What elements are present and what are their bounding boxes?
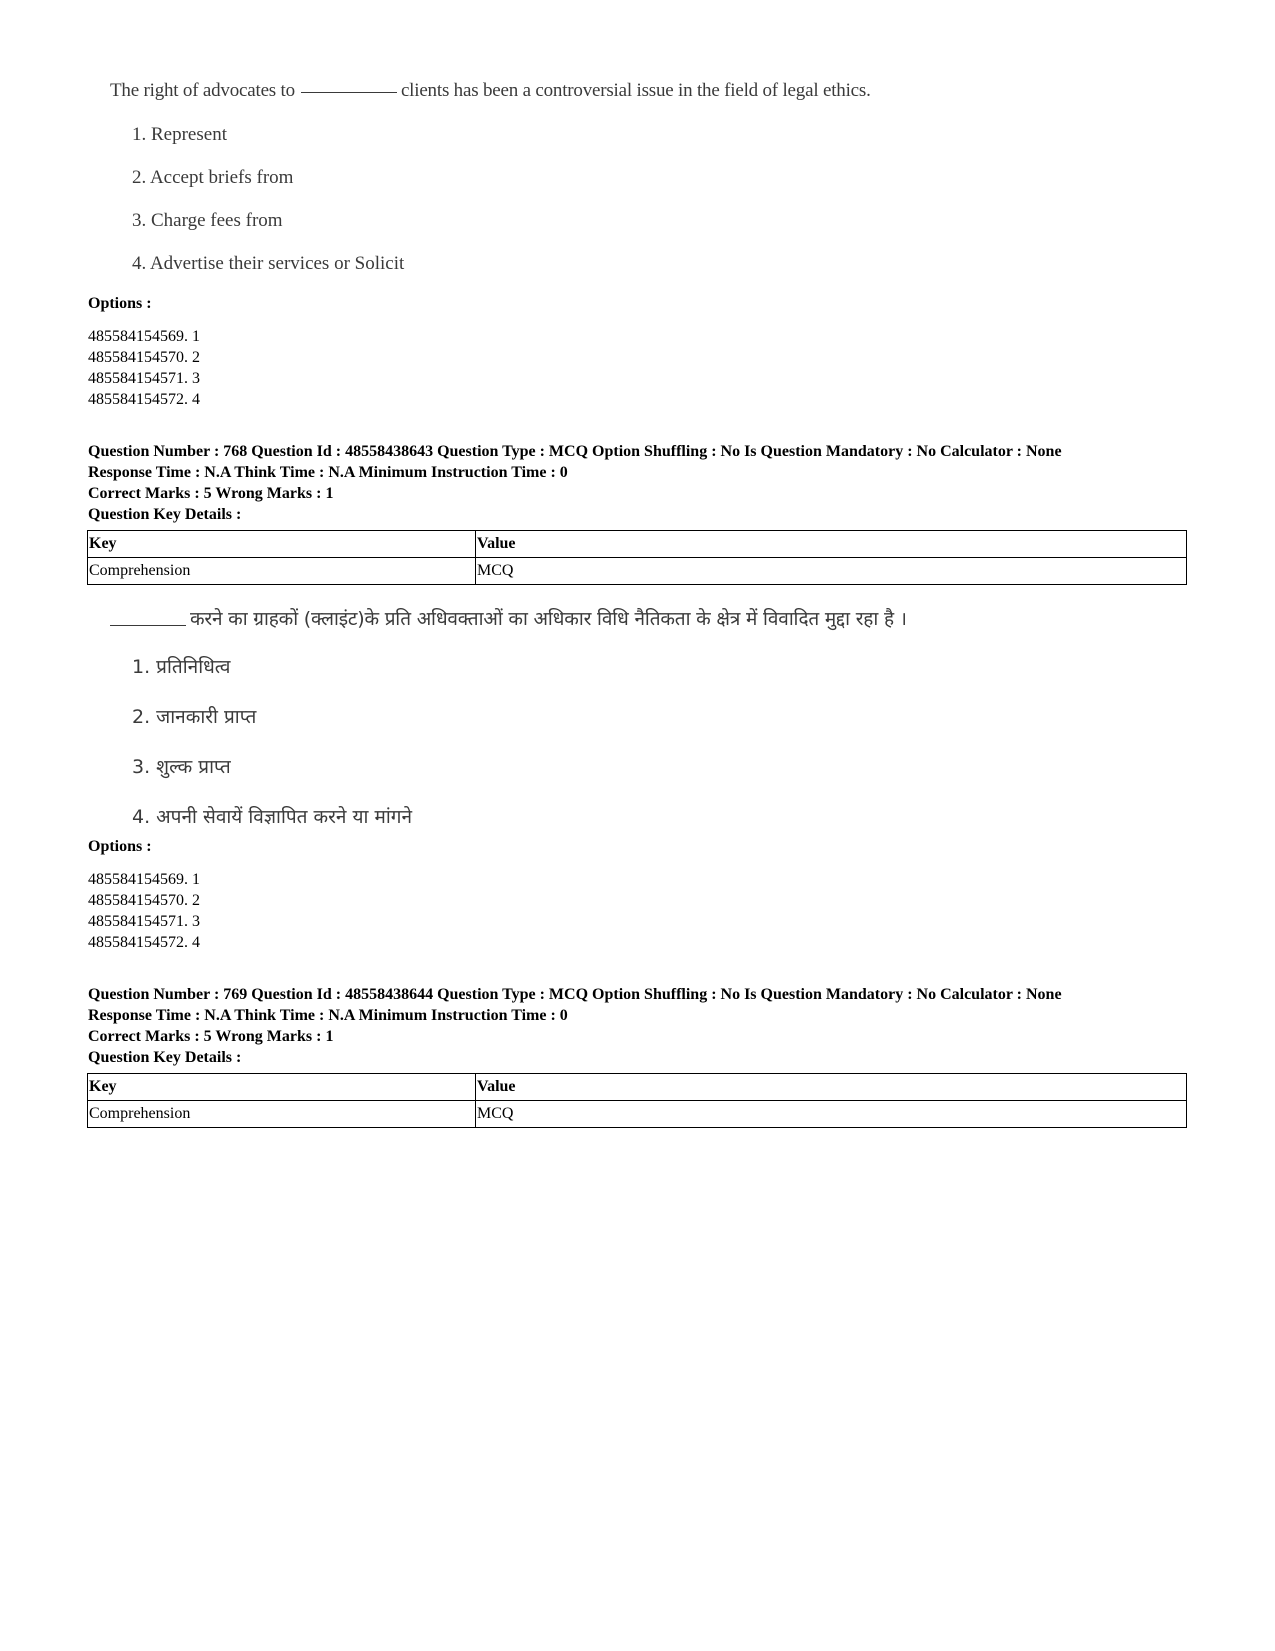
cell-value: MCQ	[476, 1101, 1187, 1128]
header-key: Key	[88, 1074, 476, 1101]
table-header-row	[88, 1074, 1187, 1101]
stem-before: The right of advocates to	[110, 80, 295, 101]
fill-blank	[301, 91, 397, 93]
key-details-label: Question Key Details :	[88, 1049, 242, 1066]
cell-key: Comprehension	[88, 558, 476, 585]
image-option-1: 1. Represent	[132, 124, 227, 145]
question-meta-769	[88, 984, 1062, 1068]
image-option-4: 4. Advertise their services or Solicit	[132, 253, 405, 274]
image-option-4: 4. अपनी सेवायें विज्ञापित करने या मांगने	[132, 806, 412, 828]
option-item: 485584154569. 1	[88, 328, 200, 345]
table-row	[88, 1101, 1187, 1128]
image-option-2: 2. Accept briefs from	[132, 167, 294, 188]
marks-info-line: Correct Marks : 5 Wrong Marks : 1	[88, 1028, 334, 1045]
question-image-english	[110, 80, 871, 275]
header-key: Key	[88, 531, 476, 558]
question-meta-768	[88, 441, 1062, 525]
question-stem	[110, 605, 907, 631]
fill-blank	[110, 613, 186, 626]
question-image-hindi	[110, 605, 907, 829]
option-item: 485584154572. 4	[88, 934, 200, 951]
image-option-1: 1. प्रतिनिधित्व	[132, 656, 231, 678]
image-option-3: 3. शुल्क प्राप्त	[132, 756, 231, 778]
question-key-table	[87, 530, 1187, 585]
table-row	[88, 558, 1187, 585]
cell-key: Comprehension	[88, 1101, 476, 1128]
stem-after: clients has been a controversial issue in the field of legal ethics.	[400, 80, 871, 101]
option-item: 485584154569. 1	[88, 871, 200, 888]
header-value: Value	[476, 531, 1187, 558]
key-details-label: Question Key Details :	[88, 506, 242, 523]
option-item: 485584154571. 3	[88, 913, 200, 930]
options-label: Options :	[88, 838, 152, 855]
image-option-2: 2. जानकारी प्राप्त	[132, 706, 257, 728]
timing-info-line: Response Time : N.A Think Time : N.A Minimum Instruction Time : 0	[88, 1007, 568, 1024]
marks-info-line: Correct Marks : 5 Wrong Marks : 1	[88, 485, 334, 502]
header-value: Value	[476, 1074, 1187, 1101]
option-item: 485584154571. 3	[88, 370, 200, 387]
image-option-3: 3. Charge fees from	[132, 210, 283, 231]
table-header-row	[88, 531, 1187, 558]
question-key-table	[87, 1073, 1187, 1128]
option-item: 485584154570. 2	[88, 349, 200, 366]
option-item: 485584154572. 4	[88, 391, 200, 408]
options-label: Options :	[88, 295, 152, 312]
options-list	[88, 326, 200, 410]
question-info-line: Question Number : 769 Question Id : 48558438644 Question Type : MCQ Option Shuffling : No Is Question Mandatory : No Calculator : None	[88, 986, 1062, 1003]
timing-info-line: Response Time : N.A Think Time : N.A Minimum Instruction Time : 0	[88, 464, 568, 481]
options-list	[88, 869, 200, 953]
question-stem	[110, 80, 871, 102]
option-item: 485584154570. 2	[88, 892, 200, 909]
stem-text: करने का ग्राहकों (क्लाइंट)के प्रति अधिवक्ताओं का अधिकार विधि नैतिकता के क्षेत्र में विवादित मुद्दा रहा है ।	[190, 608, 907, 630]
cell-value: MCQ	[476, 558, 1187, 585]
question-info-line: Question Number : 768 Question Id : 48558438643 Question Type : MCQ Option Shuffling : No Is Question Mandatory : No Calculator : None	[88, 443, 1062, 460]
